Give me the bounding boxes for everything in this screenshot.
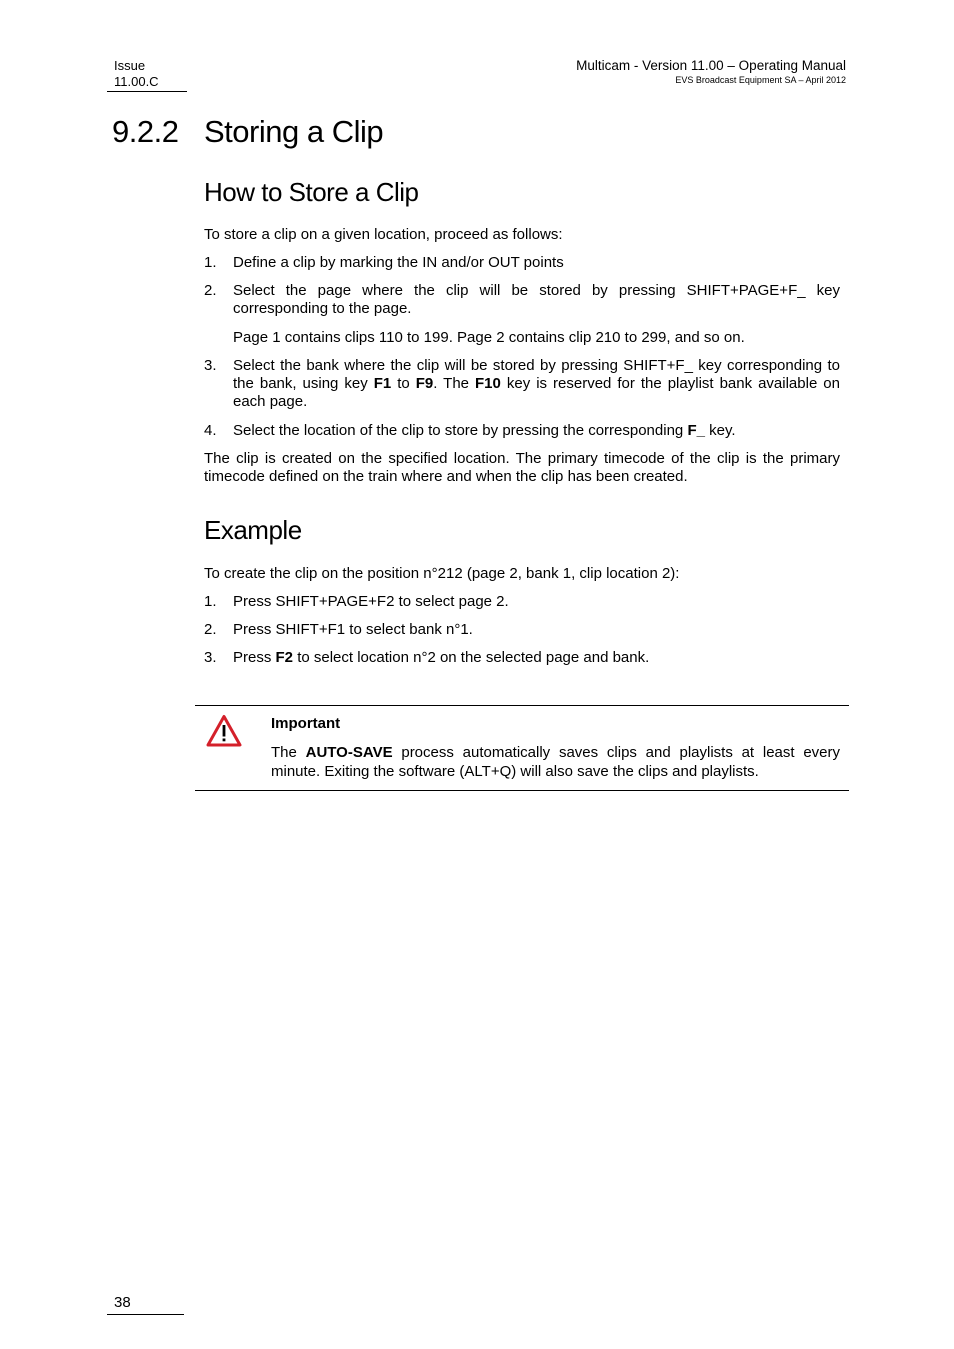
key-f10: F10: [475, 375, 501, 392]
list-item: [204, 254, 840, 272]
step-number: 3.: [204, 649, 217, 666]
list-item: [204, 282, 840, 318]
how-to-heading: How to Store a Clip: [204, 177, 419, 207]
note-bottom-rule: [195, 790, 849, 791]
manual-subtitle: EVS Broadcast Equipment SA – April 2012: [675, 75, 846, 85]
key-f1: F1: [373, 375, 392, 392]
step-number: 4.: [204, 422, 217, 439]
step-text: Define a clip by marking the IN and/or OUT points: [233, 254, 564, 271]
step-text: Press F2 to select location n°2 on the selected page and bank.: [233, 649, 650, 666]
manual-title: Multicam - Version 11.00 – Operating Manual: [576, 58, 846, 73]
step-note: Page 1 contains clips 110 to 199. Page 2 contains clip 210 to 299, and so on.: [233, 329, 745, 346]
key-f-underscore: F_: [687, 422, 705, 439]
list-item: [204, 593, 840, 611]
auto-save-term: AUTO-SAVE: [305, 744, 393, 761]
step-number: 3.: [204, 357, 217, 374]
step-number: 2.: [204, 282, 217, 299]
list-item: [204, 621, 840, 639]
step-text: Select the bank where the clip will be stored by pressing SHIFT+F_ key corresponding to the bank, using key F1 to F9. The F10 key is reserved for the playlist bank available on each page.: [233, 357, 840, 410]
how-to-conclusion: The clip is created on the specified location. The primary timecode of the clip is the primary timecode defined on the train where and when the clip has been created.: [204, 450, 840, 485]
step-text: Press SHIFT+PAGE+F2 to select page 2.: [233, 593, 509, 610]
step-text: Select the location of the clip to store by pressing the corresponding F_ key.: [233, 422, 736, 439]
example-intro: To create the clip on the position n°212 (page 2, bank 1, clip location 2):: [204, 565, 680, 582]
step-number: 1.: [204, 254, 217, 271]
note-body: The AUTO-SAVE process automatically saves clips and playlists at least every minute. Exiting the software (ALT+Q) will also save the clips and playlists.: [271, 744, 841, 780]
step-number: 1.: [204, 593, 217, 610]
section-title: Storing a Clip: [204, 114, 384, 149]
list-item: [204, 422, 840, 440]
step-text: Press SHIFT+F1 to select bank n°1.: [233, 621, 473, 638]
note-title: Important: [271, 715, 341, 732]
page-number: 38: [114, 1294, 131, 1311]
note-top-rule: [195, 705, 849, 706]
step-number: 2.: [204, 621, 217, 638]
step-text: Select the page where the clip will be stored by pressing SHIFT+PAGE+F_ key corresponding to the page.: [233, 282, 840, 317]
list-item: [204, 357, 840, 411]
header-issue: [114, 58, 159, 90]
example-heading: Example: [204, 515, 302, 545]
key-f2: F2: [275, 649, 294, 666]
header-title-block: [576, 58, 846, 86]
footer-rule: [107, 1314, 184, 1315]
issue-label: Issue: [114, 58, 146, 73]
issue-number: 11.00.C: [114, 74, 159, 89]
list-item: [204, 649, 840, 667]
section-heading: [112, 112, 383, 152]
key-f9: F9: [415, 375, 434, 392]
header-rule: [107, 91, 187, 92]
how-to-intro: To store a clip on a given location, proceed as follows:: [204, 226, 563, 243]
section-number: 9.2.2: [112, 114, 179, 149]
warning-triangle-icon: [206, 714, 242, 747]
